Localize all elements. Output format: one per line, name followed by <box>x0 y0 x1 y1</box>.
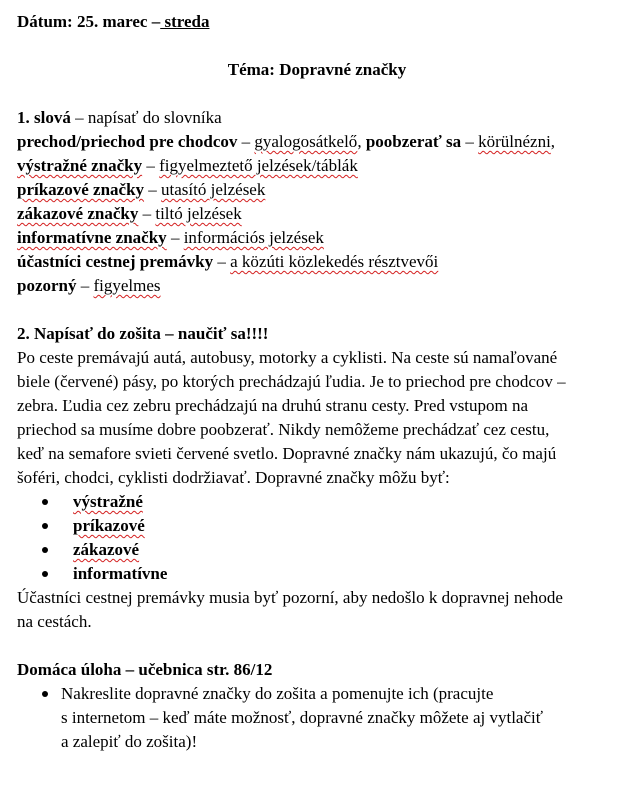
sign-types-list <box>17 490 617 586</box>
bullet-icon <box>42 499 48 505</box>
closing-line: na cestách. <box>17 612 92 631</box>
list-item: zákazové <box>17 538 617 562</box>
vocab-row: výstražné značky – figyelmeztető jelzések/táblák <box>17 156 358 175</box>
list-item: výstražné <box>17 490 617 514</box>
section2-heading: 2. Napísať do zošita – naučiť sa!!!! <box>17 324 269 343</box>
list-item: informatívne <box>17 562 617 586</box>
vocab-row: účastníci cestnej premávky – a közúti közlekedés résztvevői <box>17 252 439 271</box>
section2-paragraph: Po ceste premávajú autá, autobusy, motorky a cyklisti. Na ceste sú namaľované biele (červené) pásy, po ktorých prechádzajú ľudia. Je to priechod pre chodcov – zebra. Ľudia cez zebru prechádzajú na druhú stranu cesty. Pred vstupom na priechod sa musíme dobre poobzerať. Nikdy nemôžeme prechádzať cez cestu, keď na semafore svieti červené svetlo. Dopravné značky nám ukazujú, čo majú šoféri, chodci, cyklisti dodržiavať. Dopravné značky môžu byť: <box>17 348 566 487</box>
document-page <box>17 10 617 754</box>
date-day: streda <box>160 12 210 31</box>
bullet-icon <box>42 523 48 529</box>
vocab-row: prechod/priechod pre chodcov – gyalogosátkelő, poobzerať sa – körülnézni, <box>17 132 556 151</box>
closing-line: Účastníci cestnej premávky musia byť pozorní, aby nedošlo k dopravnej nehode <box>17 588 563 607</box>
vocab-row: informatívne značky – információs jelzések <box>17 228 324 247</box>
vocab-row: príkazové značky – utasító jelzések <box>17 180 266 199</box>
vocab-row: zákazové značky – tiltó jelzések <box>17 204 242 223</box>
bullet-icon <box>42 691 48 697</box>
homework-heading: Domáca úloha – učebnica str. 86/12 <box>17 660 273 679</box>
vocab-row: pozorný – figyelmes <box>17 276 161 295</box>
list-item: príkazové <box>17 514 617 538</box>
homework-list <box>17 682 617 706</box>
section1-heading: 1. slová – napísať do slovníka <box>17 108 222 127</box>
homework-continuation: s internetom – keď máte možnosť, dopravné značky môžete aj vytlačiť <box>61 708 543 727</box>
homework-continuation: a zalepiť do zošita)! <box>61 732 198 751</box>
bullet-icon <box>42 571 48 577</box>
list-item: Nakreslite dopravné značky do zošita a pomenujte ich (pracujte <box>17 682 617 706</box>
date-label: Dátum: 25. marec – <box>17 12 161 31</box>
bullet-icon <box>42 547 48 553</box>
date-line <box>17 10 617 34</box>
topic-title: Téma: Dopravné značky <box>227 60 407 79</box>
